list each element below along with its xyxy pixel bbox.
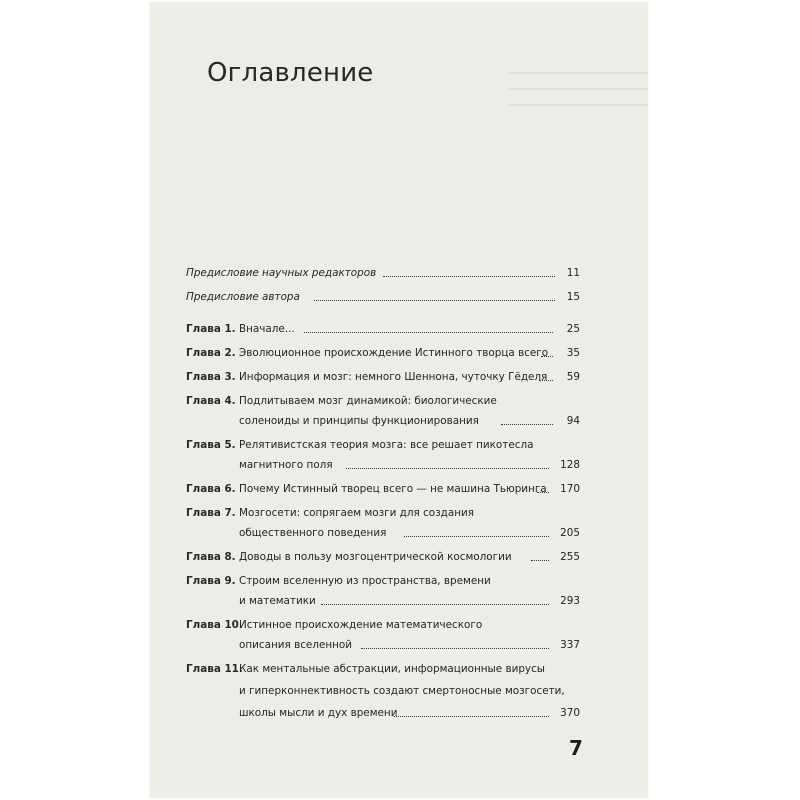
chapter-title-line: Строим вселенную из пространства, времени <box>239 575 491 587</box>
toc-entry-chapter-7-cont <box>186 523 588 543</box>
toc-page-number: 370 <box>560 707 580 719</box>
chapter-title-line: и математики <box>239 595 316 607</box>
dot-leader <box>537 492 549 493</box>
dot-leader <box>541 356 553 357</box>
chapter-title-line: соленоиды и принципы функционирования <box>239 415 479 427</box>
dot-leader <box>304 332 553 333</box>
chapter-label: Глава 3. <box>186 371 236 383</box>
toc-entry-chapter-10-cont <box>186 635 588 655</box>
chapter-title-line: и гиперконнективность создают смертоносные мозгосети, <box>239 685 565 697</box>
chapter-title-line: магнитного поля <box>239 459 333 471</box>
toc-page-number: 11 <box>566 267 580 279</box>
dot-leader <box>346 468 549 469</box>
chapter-label: Глава 8. <box>186 551 236 563</box>
page-title: Оглавление <box>207 58 374 88</box>
chapter-label: Глава 9. <box>186 575 236 587</box>
toc-page-number: 35 <box>566 347 580 359</box>
toc-entry-chapter-8 <box>186 547 588 567</box>
toc-entry-chapter-9 <box>186 571 588 591</box>
chapter-title-line: Истинное происхождение математического <box>239 619 483 631</box>
toc-entry-chapter-4-cont <box>186 411 588 431</box>
toc-page-number: 59 <box>566 371 580 383</box>
chapter-label: Глава 4. <box>186 395 236 407</box>
chapter-title-line: Как ментальные абстракции, информационные вирусы <box>239 663 545 675</box>
dot-leader <box>361 648 549 649</box>
chapter-title-line: Эволюционное происхождение Истинного творца всего <box>239 347 549 359</box>
toc-entry-chapter-10 <box>186 615 588 635</box>
toc-page-number: 25 <box>566 323 580 335</box>
chapter-label: Глава 5. <box>186 439 236 451</box>
toc-page-number: 337 <box>560 639 580 651</box>
chapter-title-line: школы мысли и дух времени <box>239 707 398 719</box>
toc-page-number: 94 <box>566 415 580 427</box>
chapter-label: Глава 7. <box>186 507 236 519</box>
chapter-label: Глава 10. <box>186 619 243 631</box>
bleed-through-lines <box>508 72 648 120</box>
chapter-label: Глава 6. <box>186 483 236 495</box>
chapter-title-line: общественного поведения <box>239 527 387 539</box>
toc-entry-chapter-11-cont <box>186 681 588 701</box>
toc-entry-chapter-11-cont2 <box>186 703 588 723</box>
chapter-label: Глава 11. <box>186 663 243 675</box>
toc-entry-chapter-2 <box>186 343 588 363</box>
toc-entry-chapter-5-cont <box>186 455 588 475</box>
dot-leader <box>501 424 553 425</box>
toc-entry-chapter-7 <box>186 503 588 523</box>
toc-entry-text: Предисловие научных редакторов <box>186 267 377 279</box>
toc-entry-preface-author <box>186 287 588 307</box>
toc-entry-chapter-5 <box>186 435 588 455</box>
chapter-title-line: описания вселенной <box>239 639 353 651</box>
toc-page-number: 128 <box>560 459 580 471</box>
chapter-title-line: Мозгосети: сопрягаем мозги для создания <box>239 507 475 519</box>
dot-leader <box>394 716 549 717</box>
dot-leader <box>531 560 549 561</box>
dot-leader <box>321 604 549 605</box>
toc-entry-text: Предисловие автора <box>186 291 300 303</box>
dot-leader <box>383 276 555 277</box>
chapter-label: Глава 1. <box>186 323 236 335</box>
toc-page-number: 293 <box>560 595 580 607</box>
chapter-title-line: Подлитываем мозг динамикой: биологические <box>239 395 497 407</box>
page-number: 7 <box>569 736 583 760</box>
chapter-title-line: Почему Истинный творец всего — не машина Тьюринга <box>239 483 547 495</box>
toc-entry-chapter-9-cont <box>186 591 588 611</box>
chapter-title-line: Информация и мозг: немного Шеннона, чуточку Гёделя <box>239 371 548 383</box>
toc-page-number: 205 <box>560 527 580 539</box>
dot-leader <box>539 380 553 381</box>
toc-entry-chapter-3 <box>186 367 588 387</box>
chapter-title-line: Доводы в пользу мозгоцентрической космологии <box>239 551 512 563</box>
chapter-title-line: Релятивистская теория мозга: все решает пикотесла <box>239 439 534 451</box>
toc-entry-chapter-6 <box>186 479 588 499</box>
dot-leader <box>404 536 549 537</box>
toc-page-number: 255 <box>560 551 580 563</box>
toc-entry-chapter-4 <box>186 391 588 411</box>
toc-entry-chapter-1 <box>186 319 588 339</box>
dot-leader <box>314 300 555 301</box>
chapter-title-line: Вначале... <box>239 323 295 335</box>
toc-page-number: 15 <box>566 291 580 303</box>
toc-entry-preface-editors <box>186 263 588 283</box>
toc-page-number: 170 <box>560 483 580 495</box>
chapter-label: Глава 2. <box>186 347 236 359</box>
toc-entry-chapter-11 <box>186 659 588 679</box>
